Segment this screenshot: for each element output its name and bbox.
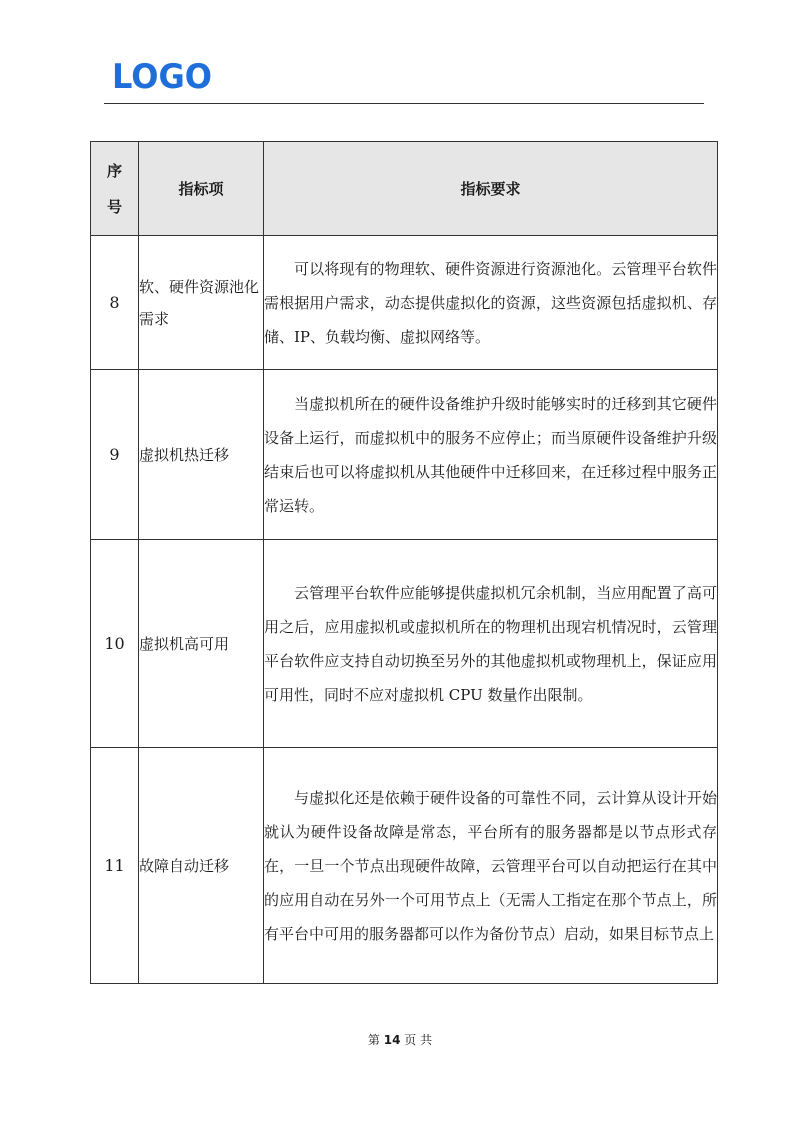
logo-text: LOGO [112, 58, 212, 92]
footer-prefix: 第 [367, 1033, 380, 1047]
header-no-label: 序 号 [106, 161, 122, 216]
table-header-row [91, 142, 718, 236]
logo [112, 58, 222, 92]
spec-table [90, 141, 718, 984]
table-row [91, 370, 718, 540]
footer-suffix: 共 [420, 1033, 433, 1047]
row-no: 11 [91, 748, 139, 984]
header-item: 指标项 [139, 142, 264, 236]
row-item: 虚拟机高可用 [139, 540, 264, 748]
row-no: 8 [91, 236, 139, 370]
header-divider [104, 103, 704, 104]
row-req: 与虚拟化还是依赖于硬件设备的可靠性不同，云计算从设计开始就认为硬件设备故障是常态，平台所有的服务器都是以节点形式存在，一旦一个节点出现硬件故障，云管理平台可以自动把运行在其中的应用自动在另外一个可用节点上（无需人工指定在那个节点上，所有平台中可用的服务器都可以作为备份节点）启动，如果目标节点上 [264, 748, 718, 984]
page-number: 14 [383, 1033, 401, 1047]
row-item: 软、硬件资源池化需求 [139, 236, 264, 370]
row-item: 虚拟机热迁移 [139, 370, 264, 540]
table-row [91, 748, 718, 984]
page-footer [0, 1031, 800, 1048]
row-req: 可以将现有的物理软、硬件资源进行资源池化。云管理平台软件需根据用户需求，动态提供虚拟化的资源，这些资源包括虚拟机、存储、IP、负载均衡、虚拟网络等。 [264, 236, 718, 370]
header-req: 指标要求 [264, 142, 718, 236]
row-req: 当虚拟机所在的硬件设备维护升级时能够实时的迁移到其它硬件设备上运行，而虚拟机中的服务不应停止；而当原硬件设备维护升级结束后也可以将虚拟机从其他硬件中迁移回来，在迁移过程中服务正常运转。 [264, 370, 718, 540]
footer-mid: 页 [404, 1033, 417, 1047]
row-no: 10 [91, 540, 139, 748]
header-no [91, 142, 139, 236]
table-row [91, 236, 718, 370]
row-no: 9 [91, 370, 139, 540]
table-row [91, 540, 718, 748]
row-item: 故障自动迁移 [139, 748, 264, 984]
row-req: 云管理平台软件应能够提供虚拟机冗余机制，当应用配置了高可用之后，应用虚拟机或虚拟机所在的物理机出现宕机情况时，云管理平台软件应支持自动切换至另外的其他虚拟机或物理机上，保证应用可用性，同时不应对虚拟机 CPU 数量作出限制。 [264, 540, 718, 748]
